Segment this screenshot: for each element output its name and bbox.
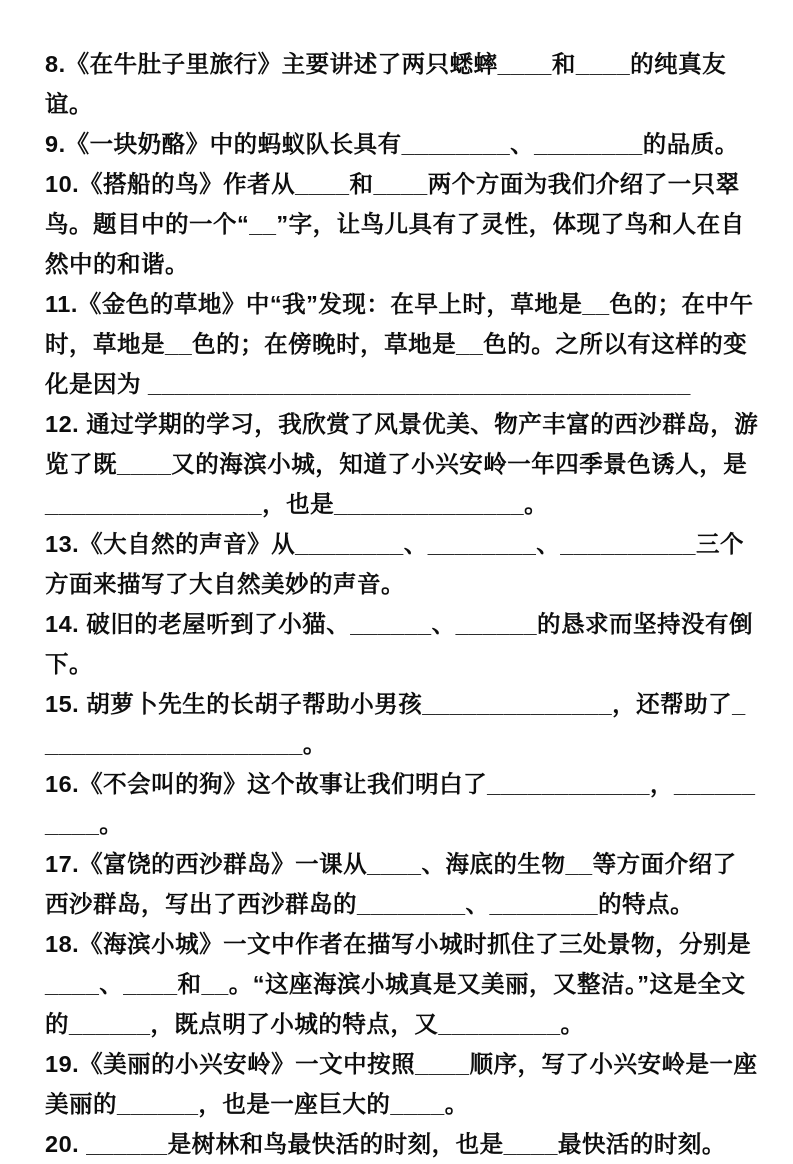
- question-19: 19.《美丽的小兴安岭》一文中按照____顺序，写了小兴安岭是一座美丽的______，也是一座巨大的____。: [45, 1051, 758, 1117]
- question-18: 18.《海滨小城》一文中作者在描写小城时抓住了三处景物，分别是____、____和__。“这座海滨小城真是又美丽，又整洁。”这是全文的______，既点明了小城的特点，又_________。: [45, 931, 752, 1037]
- question-12: 12. 通过学期的学习，我欣赏了风景优美、物产丰富的西沙群岛，游览了既____又的海滨小城，知道了小兴安岭一年四季景色诱人，是________________，也是______________。: [45, 411, 759, 517]
- question-15: 15. 胡萝卜先生的长胡子帮助小男孩______________，还帮助了____________________。: [45, 691, 746, 757]
- question-14: 14. 破旧的老屋听到了小猫、______、______的恳求而坚持没有倒下。: [45, 611, 754, 677]
- question-10: 10.《搭船的鸟》作者从____和____两个方面为我们介绍了一只翠鸟。题目中的一个“__”字，让鸟儿具有了灵性，体现了鸟和人在自然中的和谐。: [45, 171, 745, 277]
- question-9: 9.《一块奶酪》中的蚂蚁队长具有________、________的品质。: [45, 131, 739, 157]
- question-8: 8.《在牛肚子里旅行》主要讲述了两只蟋蟀____和____的纯真友谊。: [45, 51, 727, 117]
- question-17: 17.《富饶的西沙群岛》一课从____、海底的生物__等方面介绍了西沙群岛，写出了西沙群岛的________、________的特点。: [45, 851, 737, 917]
- question-20: 20. ______是树林和鸟最快活的时刻，也是____最快活的时刻。: [45, 1131, 726, 1157]
- question-11: 11.《金色的草地》中“我”发现：在早上时，草地是__色的；在中午时，草地是__色的；在傍晚时，草地是__色的。之所以有这样的变化是因为 ________________________________________: [45, 291, 754, 397]
- question-16: 16.《不会叫的狗》这个故事让我们明白了____________，__________。: [45, 771, 756, 837]
- question-13: 13.《大自然的声音》从________、________、__________三个方面来描写了大自然美妙的声音。: [45, 531, 744, 597]
